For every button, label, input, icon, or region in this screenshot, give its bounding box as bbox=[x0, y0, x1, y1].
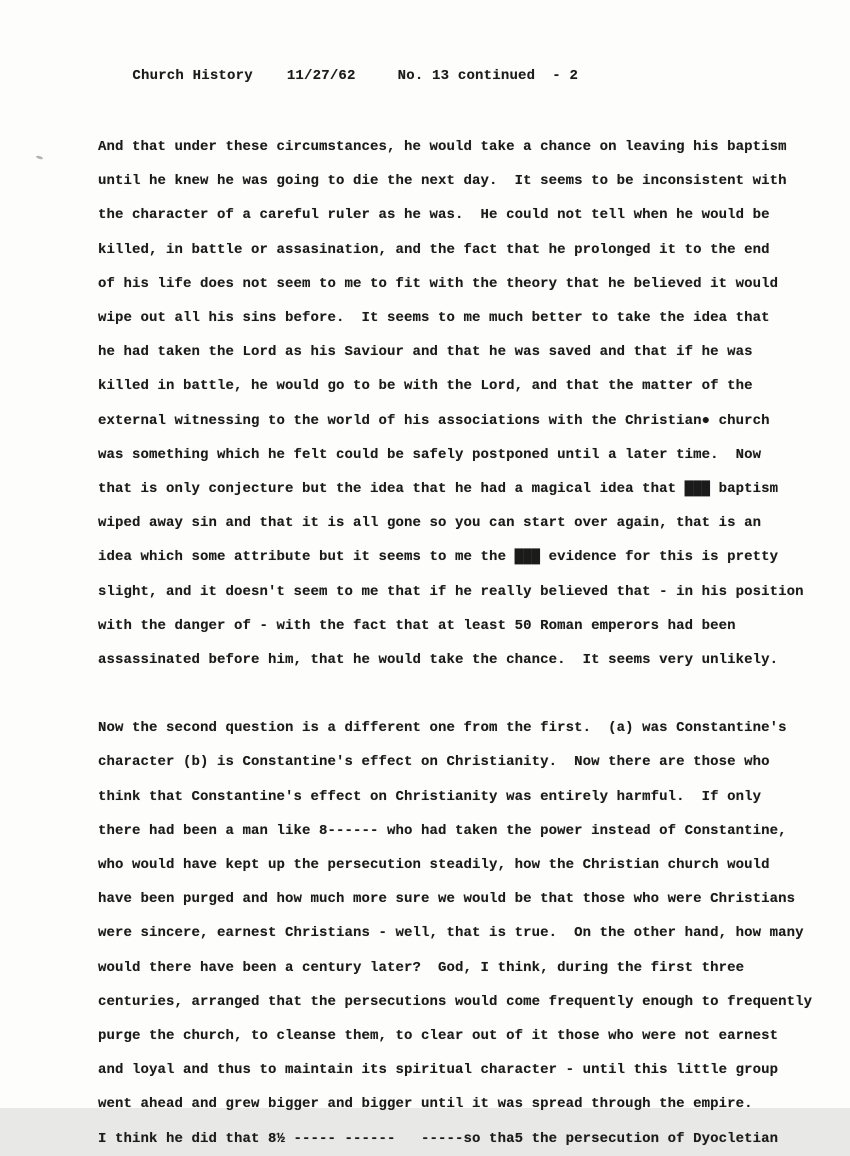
text-line: and loyal and thus to maintain its spiritual character - until this little group bbox=[98, 1062, 779, 1079]
text-line: killed, in battle or assasination, and the fact that he prolonged it to the end bbox=[98, 241, 770, 258]
text-line: would there have been a century later? God, I think, during the first three bbox=[98, 959, 745, 976]
text-line: killed in battle, he would go to be with the Lord, and that the matter of the bbox=[98, 378, 753, 395]
text-line: purge the church, to cleanse them, to clear out of it those who were not earnest bbox=[98, 1028, 779, 1045]
text-line: who would have kept up the persecution steadily, how the Christian church would bbox=[98, 857, 770, 874]
text-line: that is only conjecture but the idea that he had a magical idea that ███ baptism bbox=[98, 481, 779, 498]
text-line: went ahead and grew bigger and bigger until it was spread through the empire. bbox=[98, 1096, 753, 1113]
text-line: assassinated before him, that he would take the chance. It seems very unlikely. bbox=[98, 652, 779, 669]
text-line: And that under these circumstances, he would take a chance on leaving his baptism bbox=[98, 139, 787, 155]
text-line: I think he did that 8½ ----- ------ -----so tha5 the persecution of Dyocletian bbox=[98, 1130, 779, 1147]
text-line: have been purged and how much more sure we would be that those who were Christians bbox=[98, 891, 796, 908]
paragraph-1 bbox=[98, 130, 804, 677]
text-line: until he knew he was going to die the next day. It seems to be inconsistent with bbox=[98, 173, 787, 190]
paragraph-2 bbox=[98, 711, 813, 1156]
lecture-number: No. 13 continued bbox=[397, 68, 536, 84]
text-line: Now the second question is a different one from the first. (a) was Constantine's bbox=[98, 720, 787, 737]
text-line: were sincere, earnest Christians - well, that is true. On the other hand, how many bbox=[98, 925, 804, 942]
course-title: Church History bbox=[132, 68, 253, 84]
text-line: there had been a man like 8------ who had taken the power instead of Constantine, bbox=[98, 822, 787, 839]
text-line: character (b) is Constantine's effect on Christianity. Now there are those who bbox=[98, 754, 770, 771]
text-line: external witnessing to the world of his associations with the Christian● church bbox=[98, 412, 770, 429]
paper-speck bbox=[36, 155, 44, 160]
text-line: he had taken the Lord as his Saviour and that he was saved and that if he was bbox=[98, 344, 753, 361]
text-line: idea which some attribute but it seems to me the ███ evidence for this is pretty bbox=[98, 549, 779, 566]
text-line: slight, and it doesn't seem to me that if he really believed that - in his position bbox=[98, 583, 804, 600]
text-line: centuries, arranged that the persecutions would come frequently enough to frequently bbox=[98, 993, 813, 1010]
text-line: was something which he felt could be safely postponed until a later time. Now bbox=[98, 446, 762, 463]
page-header bbox=[98, 22, 792, 130]
text-line: the character of a careful ruler as he was. He could not tell when he would be bbox=[98, 207, 770, 224]
page-number: - 2 bbox=[552, 68, 579, 84]
text-line: of his life does not seem to me to fit with the theory that he believed it would bbox=[98, 275, 779, 292]
text-line: wipe out all his sins before. It seems to me much better to take the idea that bbox=[98, 310, 770, 327]
text-line: wiped away sin and that it is all gone so you can start over again, that is an bbox=[98, 515, 762, 532]
text-line: with the danger of - with the fact that at least 50 Roman emperors had been bbox=[98, 617, 736, 634]
text-line: think that Constantine's effect on Christianity was entirely harmful. If only bbox=[98, 788, 762, 805]
lecture-date: 11/27/62 bbox=[286, 68, 356, 84]
